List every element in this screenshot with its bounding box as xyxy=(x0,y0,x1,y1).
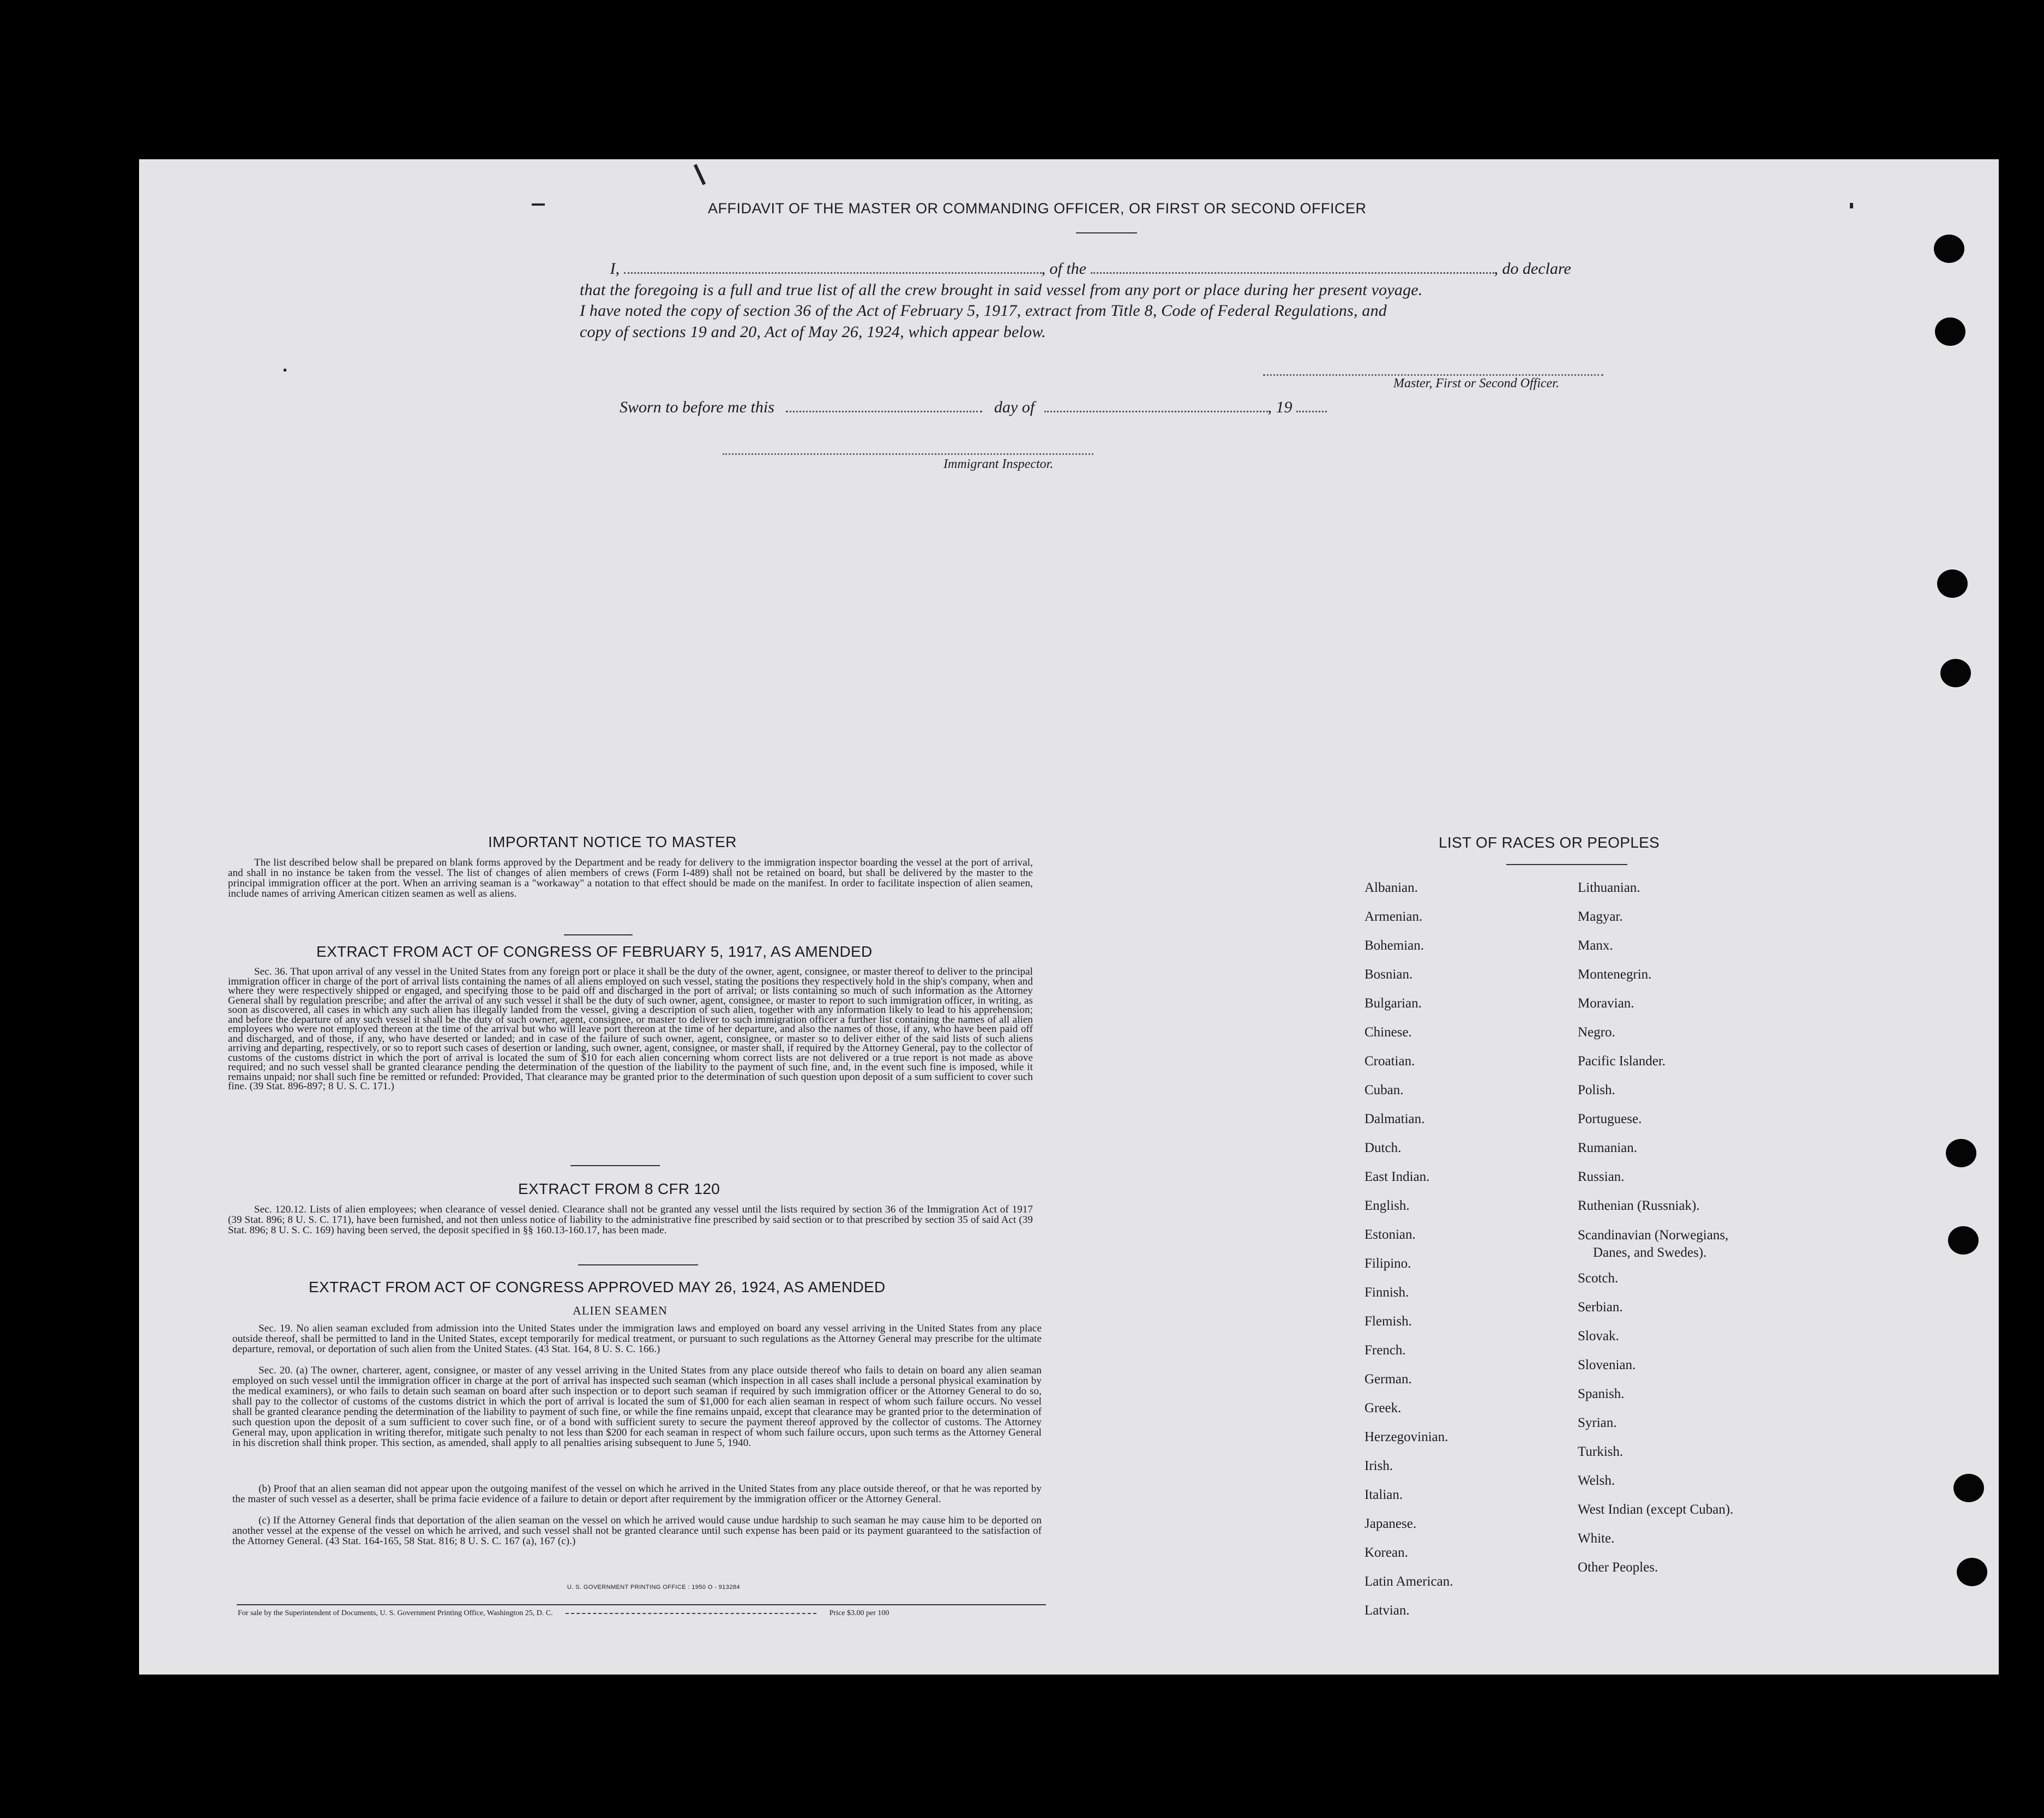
do-declare-label: , do declare xyxy=(1494,260,1571,278)
race-item: Latvian. xyxy=(1364,1603,1410,1618)
race-item: Lithuanian. xyxy=(1578,880,1640,895)
race-item: Flemish. xyxy=(1364,1314,1412,1329)
affidavit-line2: that the foregoing is a full and true list of all the crew brought in said vessel from any port or place during her present voyage. xyxy=(580,281,1423,299)
inspector-label: Immigrant Inspector. xyxy=(943,457,1054,471)
leader-dots xyxy=(566,1613,816,1614)
sworn-year-field[interactable] xyxy=(1296,410,1327,412)
race-item: Manx. xyxy=(1578,938,1613,953)
of-the-label: , of the xyxy=(1041,260,1086,278)
year-label: , 19 xyxy=(1267,398,1292,416)
race-item: Negro. xyxy=(1578,1025,1615,1040)
race-item: Bulgarian. xyxy=(1364,996,1422,1011)
race-item: Other Peoples. xyxy=(1578,1560,1658,1575)
scan-mark xyxy=(284,369,286,371)
sworn-line xyxy=(620,398,1327,417)
race-item: Slovak. xyxy=(1578,1329,1619,1343)
footer-rule xyxy=(237,1604,1046,1605)
section-rule xyxy=(578,1264,698,1265)
affidavit-line4: copy of sections 19 and 20, Act of May 26, 1924, which appear below. xyxy=(580,323,1046,341)
race-item xyxy=(1578,1220,1733,1264)
extract1917-body: Sec. 36. That upon arrival of any vessel in the United States from any foreign port or place it shall be the duty of the owner, agent, consignee, or master thereof to deliver to the principal immigration officer in charge of the port of arrival lists containing the names of all aliens employed on such vessel, stating the positions they respectively hold in the ship's company, when and where they were respectively shipped or engaged, and specifying those to be paid off and discharged in the port of arrival; or lists containing so much of such information as the Attorney General shall by regulation prescribe; and after the arrival of any such vessel it shall be the duty of such owner, agent, consignee, or master to report to such immigration officer, in writing, as soon as discovered, all cases in which any such alien has illegally landed from the vessel, giving a description of such alien, together with any information likely to lead to his apprehension; and before the departure of any such vessel it shall be the duty of such owner, agent, consignee, or master to deliver to such immigration officer a further list containing the names of all alien employees who were not employed thereon at the time of the arrival but who will leave port thereon at the time of her departure, and also the names of those, if any, who have been paid off and discharged, and of those, if any, who have deserted or landed; and in case of the failure of such owner, agent, consignee, or master so to deliver either of the said lists of such aliens arriving and departing, respectively, or so to report such cases of desertion or landing, such owner, agent, consignee, or master shall, if required by the Attorney General, pay to the collector of customs of the customs district in which the port of arrival is located the sum of $10 for each alien concerning whom correct lists are not delivered or a true report is not made as above required; and no such vessel shall be granted clearance pending the determination of the question of the liability to the payment of such fine, and, in the event such fine is imposed, while it remains unpaid; nor shall such fine be remitted or refunded: Provided, That clearance may be granted prior to the determination of such question upon deposit of a sum sufficient to cover such fine. (39 Stat. 896-897; 8 U. S. C. 171.) xyxy=(228,966,1033,1092)
race-item: Estonian. xyxy=(1364,1227,1416,1242)
race-item: Chinese. xyxy=(1364,1025,1412,1040)
scan-mark xyxy=(1850,203,1853,208)
declarant-name-field[interactable] xyxy=(624,272,1042,274)
race-item-line: Danes, and Swedes). xyxy=(1593,1245,1707,1260)
race-item: Herzegovinian. xyxy=(1364,1430,1448,1444)
races-title: LIST OF RACES OR PEOPLES xyxy=(1439,834,1660,851)
race-item: German. xyxy=(1364,1372,1412,1387)
race-item: Pacific Islander. xyxy=(1578,1054,1666,1069)
declarant-label: I, xyxy=(610,260,620,278)
race-item: English. xyxy=(1364,1198,1410,1213)
cfr-body: Sec. 120.12. Lists of alien employees; when clearance of vessel denied. Clearance shall not be granted any vessel until the lists required by section 36 of the Immigration Act of 1917 (39 Stat. 896; 8 U. S. C. 171), have been furnished, and not then unless notice of liability to the administrative fine prescribed by said section or to that prescribed by section 35 of said Act (39 Stat. 896; 8 U. S. C. 169) having been served, the deposit specified in §§ 160.13-160.17, has been made. xyxy=(228,1204,1033,1236)
affidavit-title: AFFIDAVIT OF THE MASTER OR COMMANDING OFFICER, OR FIRST OR SECOND OFFICER xyxy=(708,200,1367,217)
cfr-title: EXTRACT FROM 8 CFR 120 xyxy=(518,1180,720,1197)
race-item: Spanish. xyxy=(1578,1387,1625,1401)
notice-body: The list described below shall be prepared on blank forms approved by the Department and be ready for delivery to the immigration inspector boarding the vessel at the port of arrival, and shall in no instance be taken from the vessel. The list of changes of alien members of crews (Form I-489) shall not be retained on board, but shall be delivered by the master to the principal immigration officer at the port. When an arriving seaman is a "workaway" a notation to that effect should be made on the manifest. In order to facilitate inspection of alien seamen, include names of arriving American citizen seamen as well as aliens. xyxy=(228,857,1033,899)
punch-hole xyxy=(1934,235,1964,263)
race-item: Latin American. xyxy=(1364,1574,1453,1589)
race-item: Dutch. xyxy=(1364,1141,1402,1155)
race-item: White. xyxy=(1578,1531,1615,1546)
race-item: Irish. xyxy=(1364,1459,1393,1473)
affidavit-line3: I have noted the copy of section 36 of the Act of February 5, 1917, extract from Title 8, Code of Federal Regulations, and xyxy=(580,302,1387,320)
inspector-signature-field[interactable] xyxy=(723,453,1093,455)
race-item: West Indian (except Cuban). xyxy=(1578,1502,1734,1517)
race-item: Polish. xyxy=(1578,1083,1615,1097)
race-item: Welsh. xyxy=(1578,1473,1615,1488)
section-rule xyxy=(564,934,633,935)
race-item: Bosnian. xyxy=(1364,967,1413,982)
footer-sale-line xyxy=(238,1609,1065,1618)
notice-title: IMPORTANT NOTICE TO MASTER xyxy=(488,833,737,850)
race-item: Montenegrin. xyxy=(1578,967,1652,982)
race-item: Bohemian. xyxy=(1364,938,1424,953)
race-item: Scotch. xyxy=(1578,1271,1619,1286)
extract1924-sec20a: Sec. 20. (a) The owner, charterer, agent, consignee, or master of any vessel arriving in the United States from any place outside thereof who fails to detain on board any alien seaman employed on such vessel until the immigration officer in charge at the port of arrival has inspected such seaman (which inspection in all cases shall include a personal physical examination by the medical examiners), or who fails to detain such seaman on board after such inspection or to deport such seaman if required by such immigration officer or the Attorney General to do so, shall pay to the collector of customs of the customs district in which the port of arrival is located the sum of $1,000 for each alien seaman in respect of whom such failure occurs. No vessel shall be granted clearance pending the determination of the liability to payment of such fine, or while the fine remains unpaid, except that clearance may be granted prior to the determination of such question upon the deposit of a sum sufficient to cover such fine, or of a bond with sufficient surety to secure the payment thereof approved by the collector of customs. The Attorney General may, upon application in writing therefor, mitigate such penalty to not less than $200 for each seaman in respect of whom such failure occurs, upon such terms as the Attorney General in his discretion shall think proper. This section, as amended, shall apply to all penalties arising subsequent to June 5, 1940. xyxy=(232,1365,1042,1449)
race-item: Italian. xyxy=(1364,1487,1403,1502)
sworn-month-field[interactable] xyxy=(1044,410,1268,412)
race-item: Dalmatian. xyxy=(1364,1112,1425,1126)
punch-hole xyxy=(1946,1139,1976,1167)
punch-hole xyxy=(1935,317,1965,346)
race-item: Albanian. xyxy=(1364,880,1418,895)
race-item: East Indian. xyxy=(1364,1169,1430,1184)
punch-hole xyxy=(1948,1226,1979,1255)
price-text: Price $3.00 per 100 xyxy=(829,1609,889,1617)
extract1924-sec19: Sec. 19. No alien seaman excluded from admission into the United States under the immigration laws and employed on board any vessel arriving in the United States from any place outside thereof, shall be permitted to land in the United States, except temporarily for medical treatment, or pursuant to such regulations as the Attorney General may prescribe for the ultimate departure, removal, or deportation of such alien from the United States. (43 Stat. 164, 8 U. S. C. 166.) xyxy=(232,1323,1042,1355)
punch-hole xyxy=(1940,659,1971,687)
race-item: Syrian. xyxy=(1578,1415,1617,1430)
race-item: Serbian. xyxy=(1578,1300,1623,1315)
master-signature-field[interactable] xyxy=(1263,374,1603,376)
race-item: Rumanian. xyxy=(1578,1141,1638,1155)
extract1924-sec20c: (c) If the Attorney General finds that deportation of the alien seaman on the vessel on which he arrived would cause undue hardship to such seaman he may cause him to be deported on another vessel at the expense of the vessel on which he arrived, and such vessel shall not be granted clearance until such expense has been paid or its payment guaranteed to the satisfaction of the Attorney General. (43 Stat. 164-165, 58 Stat. 816; 8 U. S. C. 167 (a), 167 (c).) xyxy=(232,1515,1042,1547)
race-item: Armenian. xyxy=(1364,909,1423,924)
sworn-label: Sworn to before me this xyxy=(620,398,774,416)
race-item: Ruthenian (Russniak). xyxy=(1578,1198,1700,1213)
races-column-1 xyxy=(1364,873,1453,1625)
extract1924-title: EXTRACT FROM ACT OF CONGRESS APPROVED MAY 26, 1924, AS AMENDED xyxy=(309,1279,886,1295)
race-item: Greek. xyxy=(1364,1401,1402,1415)
race-item: Portuguese. xyxy=(1578,1112,1642,1126)
extract1924-subtitle: ALIEN SEAMEN xyxy=(573,1304,668,1317)
race-item: Filipino. xyxy=(1364,1256,1411,1271)
title-rule xyxy=(1076,232,1137,233)
sworn-day-field[interactable] xyxy=(786,410,982,412)
master-signature-label: Master, First or Second Officer. xyxy=(1393,376,1559,391)
race-item: Japanese. xyxy=(1364,1516,1417,1531)
race-item: Moravian. xyxy=(1578,996,1634,1011)
printing-office-line: U. S. GOVERNMENT PRINTING OFFICE : 1950 O - 913284 xyxy=(567,1584,740,1591)
race-item: Korean. xyxy=(1364,1545,1408,1560)
section-rule xyxy=(570,1165,660,1166)
vessel-name-field[interactable] xyxy=(1091,272,1494,274)
punch-hole xyxy=(1937,569,1968,598)
race-item: Russian. xyxy=(1578,1169,1625,1184)
race-item: Slovenian. xyxy=(1578,1358,1636,1372)
race-item-line: Scandinavian (Norwegians, xyxy=(1578,1228,1729,1243)
race-item: Croatian. xyxy=(1364,1054,1415,1069)
race-item: Cuban. xyxy=(1364,1083,1404,1097)
race-item: Finnish. xyxy=(1364,1285,1409,1300)
punch-hole xyxy=(1957,1558,1987,1586)
affidavit-line1 xyxy=(578,260,1607,278)
extract1924-sec20b: (b) Proof that an alien seaman did not appear upon the outgoing manifest of the vessel on which he arrived in the United States from any place outside thereof, or that he was reported by the master of such vessel as a deserter, shall be prima facie evidence of a failure to detain or deport after requirement by the immigration officer or the Attorney General. xyxy=(232,1483,1042,1505)
race-item: Magyar. xyxy=(1578,909,1623,924)
punch-hole xyxy=(1953,1474,1984,1502)
race-item: Turkish. xyxy=(1578,1444,1624,1459)
day-of-label: day of xyxy=(994,398,1035,416)
races-column-2 xyxy=(1578,873,1733,1582)
races-rule xyxy=(1506,864,1627,865)
sale-text: For sale by the Superintendent of Documents, U. S. Government Printing Office, Washington 25, D. C. xyxy=(238,1609,553,1617)
race-item: French. xyxy=(1364,1343,1406,1358)
extract1917-title: EXTRACT FROM ACT OF CONGRESS OF FEBRUARY 5, 1917, AS AMENDED xyxy=(316,943,873,960)
scan-mark xyxy=(532,203,545,206)
